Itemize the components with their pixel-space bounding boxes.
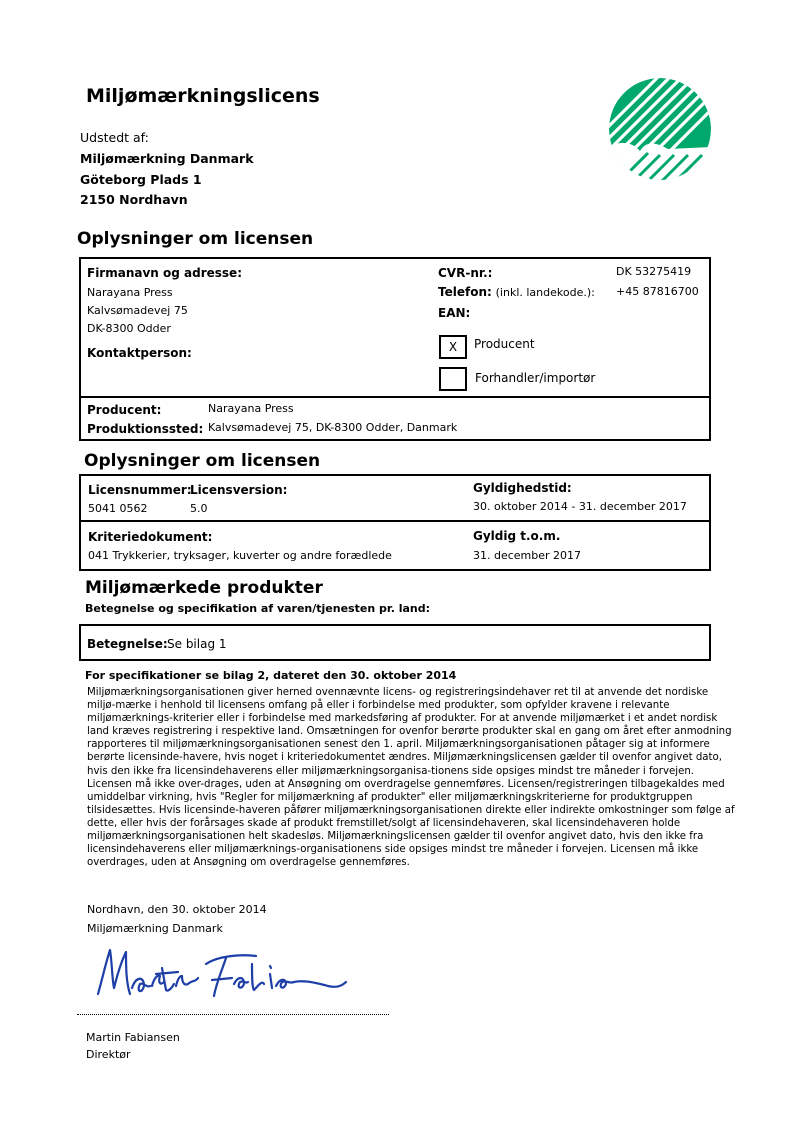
contact-label: Kontaktperson:: [87, 346, 192, 360]
terms-line: umiddelbar virkning, hvis "Regler for miljømærkning af produkter" eller miljømærkningskriterierne for produktgruppen: [87, 791, 693, 803]
divider: [79, 520, 711, 522]
signatory-name: Martin Fabiansen: [86, 1031, 180, 1044]
company-city: DK-8300 Odder: [87, 322, 171, 335]
cvr-value: DK 53275419: [616, 265, 692, 278]
terms-line: dette, eller hvis der forårsages skade af produkt fremstillet/solgt af licensindehaveren, skal licensindehaveren holde: [87, 817, 681, 829]
issuer-street: Göteborg Plads 1: [80, 172, 202, 187]
terms-line: miljømærknings-kriterier eller i forbindelse med markedsføring af produkter. For at anvende miljømærket i et andet nordisk: [87, 713, 718, 725]
handwritten-signature: [88, 942, 358, 1004]
document-title: Miljømærkningslicens: [86, 85, 320, 107]
products-subheading: Betegnelse og specifikation af varen/tjenesten pr. land:: [85, 602, 431, 615]
issued-by-label: Udstedt af:: [80, 130, 149, 145]
phone-row: [438, 285, 595, 299]
signature-org: Miljømærkning Danmark: [87, 922, 223, 935]
issuer-name: Miljømærkning Danmark: [80, 151, 254, 166]
terms-line: licensindehaverens eller miljømærknings-organisationens side opsiges mindst tre måneder i forvejen. Licensen må ikke: [87, 844, 699, 856]
license-version-value: 5.0: [190, 502, 208, 515]
phone-value: +45 87816700: [616, 285, 699, 298]
terms-paragraph: [87, 686, 735, 869]
company-label: Firmanavn og adresse:: [87, 266, 242, 280]
license-number-value: 5041 0562: [88, 502, 148, 515]
terms-line: tilsidesættes. Hvis licensinde-haveren påfører miljømærkningsorganisationen direkte eller indirekte omkostninger som følge af: [87, 804, 735, 816]
criteria-label: Kriteriedokument:: [88, 530, 213, 544]
production-site-value: Kalvsømadevej 75, DK-8300 Odder, Danmark: [208, 421, 458, 434]
license-number-label: Licensnummer:: [88, 483, 192, 497]
license-version-label: Licensversion:: [190, 483, 288, 497]
dealer-checkbox-label: Forhandler/importør: [475, 371, 596, 385]
validity-value: 30. oktober 2014 - 31. december 2017: [473, 500, 687, 513]
phone-note: (inkl. landekode.):: [495, 286, 595, 299]
divider: [79, 396, 711, 398]
terms-line: miljømærkningsorganisationen helt skadesløs. Miljømærkningslicensen gælder til ovenfor angivet dato, hvis den ikke fra: [87, 831, 704, 843]
criteria-value: 041 Trykkerier, tryksager, kuverter og andre forædlede: [88, 549, 392, 562]
producer-label: Producent:: [87, 403, 162, 417]
section-heading-details: Oplysninger om licensen: [84, 451, 321, 471]
place-date: Nordhavn, den 30. oktober 2014: [87, 903, 267, 916]
production-site-label: Produktionssted:: [87, 422, 204, 436]
producer-checkbox-label: Producent: [474, 337, 535, 351]
valid-until-value: 31. december 2017: [473, 549, 582, 562]
ean-label: EAN:: [438, 306, 471, 320]
designation-label: Betegnelse:: [87, 637, 168, 651]
cvr-label: CVR-nr.:: [438, 266, 493, 280]
signature-line: [77, 1014, 389, 1015]
producer-value: Narayana Press: [208, 402, 294, 415]
terms-line: land kræves registrering i respektive land. Omsætningen for ovenfor berørte produkter skal en gang om året efter anmodning: [87, 726, 732, 738]
issuer-city: 2150 Nordhavn: [80, 192, 188, 207]
terms-line: rapporteres til miljømærkningsorganisationen senest den 1. april. Miljømærkningsorganisationen påtager sig at informere: [87, 739, 710, 751]
terms-line: berørte licensinde-havere, hvis noget i kriteriedokumentet ændres. Miljømærkningslicensen gælder til ovenfor angivet dato,: [87, 752, 723, 764]
section-heading-products: Miljømærkede produkter: [85, 578, 323, 598]
terms-line: overdrages, uden at Ansøgning om overdragelse gennemføres.: [87, 857, 410, 869]
terms-line: hvis den ikke fra licensindehaverens eller miljømærkningsorganisa-tionens side opsiges mindst tre måneder i forvejen.: [87, 765, 695, 777]
validity-label: Gyldighedstid:: [473, 481, 572, 495]
terms-line: Miljømærkningsorganisationen giver herned ovennævnte licens- og registreringsindehaver ret til at anvende det nordiske: [87, 687, 709, 698]
section-heading-license: Oplysninger om licensen: [77, 229, 314, 249]
producer-checkbox[interactable]: X: [439, 335, 467, 359]
spec-note: For specifikationer se bilag 2, dateret den 30. oktober 2014: [85, 669, 457, 682]
valid-until-label: Gyldig t.o.m.: [473, 529, 561, 543]
designation-value: Se bilag 1: [167, 637, 227, 651]
dealer-checkbox[interactable]: [439, 367, 467, 391]
company-street: Kalvsømadevej 75: [87, 304, 188, 317]
signatory-role: Direktør: [86, 1048, 131, 1061]
company-name: Narayana Press: [87, 286, 173, 299]
nordic-swan-ecolabel-icon: [608, 77, 712, 181]
phone-label: Telefon:: [438, 285, 492, 299]
terms-line: Licensen må ikke over-drages, uden at Ansøgning om overdragelse gennemføres. Licensen/registreringen tilbagekaldes med: [87, 778, 725, 790]
terms-line: miljø-mærke i henhold til licensens omfang på eller i forbindelse med produkter, som opfylder kravene i relevante: [87, 700, 670, 712]
